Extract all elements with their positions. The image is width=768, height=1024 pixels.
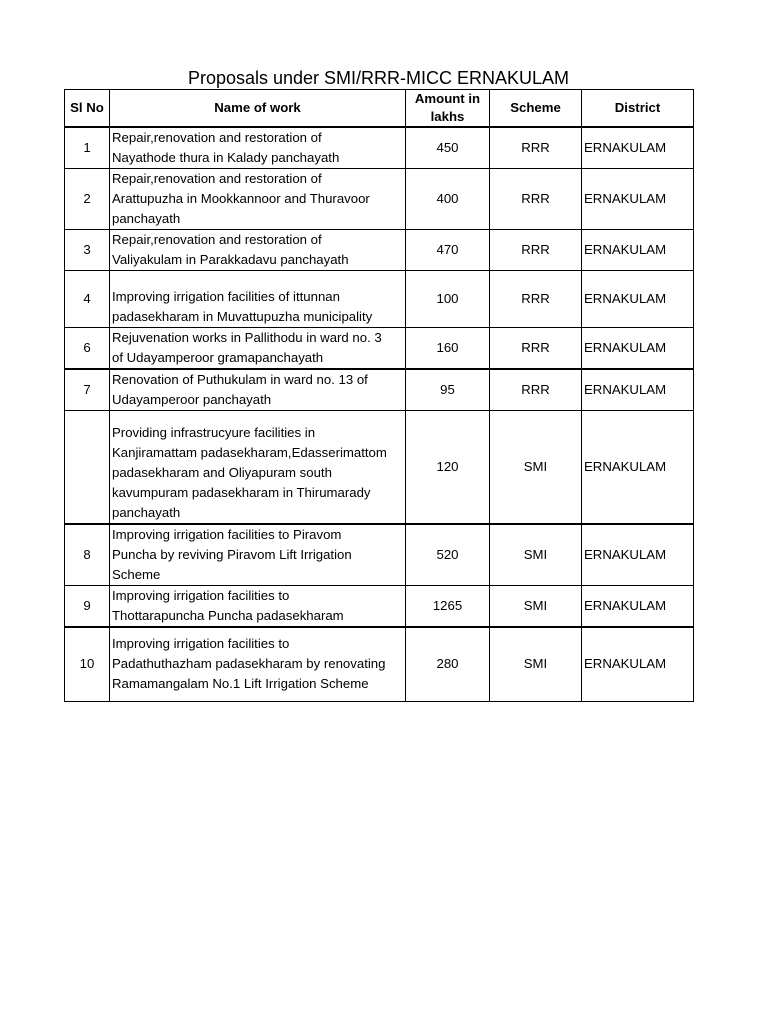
cell-scheme: SMI [490, 585, 582, 627]
work-line: Arattupuzha in Mookkannoor and Thuravoor [112, 191, 370, 206]
table-row [65, 627, 694, 702]
cell-sl-no: 8 [65, 524, 110, 586]
cell-district: ERNAKULAM [582, 627, 694, 702]
cell-amount: 400 [406, 169, 490, 230]
work-line: Repair,renovation and restoration of [112, 130, 322, 145]
cell-district: ERNAKULAM [582, 127, 694, 169]
work-line: Repair,renovation and restoration of [112, 171, 322, 186]
cell-sl-no: 9 [65, 585, 110, 627]
table-row [65, 328, 694, 370]
cell-name-of-work [110, 369, 406, 411]
work-line: Providing infrastrucyure facilities in [112, 424, 316, 440]
cell-scheme: RRR [490, 369, 582, 411]
work-line: Improving irrigation facilities to [112, 636, 290, 652]
cell-district: ERNAKULAM [582, 230, 694, 271]
cell-amount: 450 [406, 127, 490, 169]
work-line: panchayath [112, 211, 181, 226]
header-amount-line1: Amount in [414, 91, 481, 106]
cell-name-of-work [110, 524, 406, 586]
work-line: panchayath [112, 504, 181, 520]
header-district: District [582, 90, 694, 128]
cell-scheme: RRR [490, 127, 582, 169]
cell-scheme: RRR [490, 169, 582, 230]
cell-scheme: RRR [490, 230, 582, 271]
table-row [65, 585, 694, 627]
work-line: Scheme [112, 566, 161, 582]
header-scheme: Scheme [490, 90, 582, 128]
table-row [65, 169, 694, 230]
table-row [65, 369, 694, 411]
cell-district: ERNAKULAM [582, 585, 694, 627]
work-line: of Udayamperoor gramapanchayath [112, 350, 324, 365]
cell-name-of-work [110, 627, 406, 702]
work-line: Improving irrigation facilities to [112, 587, 290, 603]
cell-scheme: SMI [490, 627, 582, 702]
cell-scheme: RRR [490, 271, 582, 328]
work-line: Kanjiramattam padasekharam,Edasserimattom [112, 444, 387, 460]
header-amount-line2: lakhs [430, 109, 465, 124]
work-line: Improving irrigation facilities to Piravom [112, 526, 342, 542]
cell-amount: 160 [406, 328, 490, 370]
proposals-table [64, 89, 694, 702]
cell-district: ERNAKULAM [582, 369, 694, 411]
cell-amount: 100 [406, 271, 490, 328]
cell-amount: 95 [406, 369, 490, 411]
cell-name-of-work [110, 585, 406, 627]
cell-district: ERNAKULAM [582, 271, 694, 328]
cell-scheme: SMI [490, 524, 582, 586]
header-name-of-work: Name of work [110, 90, 406, 128]
cell-amount: 470 [406, 230, 490, 271]
cell-name-of-work [110, 271, 406, 328]
cell-sl-no: 1 [65, 127, 110, 169]
work-line: Udayamperoor panchayath [112, 392, 272, 407]
cell-district: ERNAKULAM [582, 169, 694, 230]
header-sl-no: Sl No [65, 90, 110, 128]
cell-scheme: RRR [490, 328, 582, 370]
cell-sl-no [65, 411, 110, 524]
table-row [65, 524, 694, 586]
table-row [65, 411, 694, 524]
cell-district: ERNAKULAM [582, 328, 694, 370]
work-line: padasekharam and Oliyapuram south [112, 464, 332, 480]
table-row [65, 230, 694, 271]
cell-sl-no: 2 [65, 169, 110, 230]
work-line: Ramamangalam No.1 Lift Irrigation Scheme [112, 676, 369, 692]
cell-sl-no: 7 [65, 369, 110, 411]
header-amount [406, 90, 490, 128]
work-line: kavumpuram padasekharam in Thirumarady [112, 484, 371, 500]
work-line: Rejuvenation works in Pallithodu in ward no. 3 [112, 330, 382, 345]
cell-amount: 1265 [406, 585, 490, 627]
cell-name-of-work [110, 127, 406, 169]
cell-district: ERNAKULAM [582, 524, 694, 586]
cell-name-of-work [110, 411, 406, 524]
page-title: Proposals under SMI/RRR-MICC ERNAKULAM [187, 68, 570, 88]
cell-sl-no: 4 [65, 271, 110, 328]
cell-district: ERNAKULAM [582, 411, 694, 524]
cell-scheme: SMI [490, 411, 582, 524]
work-line: Repair,renovation and restoration of [112, 232, 322, 247]
cell-amount: 280 [406, 627, 490, 702]
table-row [65, 271, 694, 328]
table-header-row [65, 90, 694, 128]
cell-name-of-work [110, 230, 406, 271]
work-line: Puncha by reviving Piravom Lift Irrigation [112, 546, 352, 562]
work-line: padasekharam in Muvattupuzha municipality [112, 309, 373, 324]
cell-amount: 520 [406, 524, 490, 586]
cell-sl-no: 10 [65, 627, 110, 702]
cell-amount: 120 [406, 411, 490, 524]
work-line: Thottarapuncha Puncha padasekharam [112, 607, 344, 623]
cell-name-of-work [110, 169, 406, 230]
cell-sl-no: 3 [65, 230, 110, 271]
work-line: Renovation of Puthukulam in ward no. 13 of [112, 372, 368, 387]
table-row [65, 127, 694, 169]
work-line: Improving irrigation facilities of ittunnan [112, 289, 340, 304]
cell-sl-no: 6 [65, 328, 110, 370]
work-line: Valiyakulam in Parakkadavu panchayath [112, 252, 349, 267]
work-line: Padathuthazham padasekharam by renovating [112, 656, 386, 672]
cell-name-of-work [110, 328, 406, 370]
work-line: Nayathode thura in Kalady panchayath [112, 150, 340, 165]
